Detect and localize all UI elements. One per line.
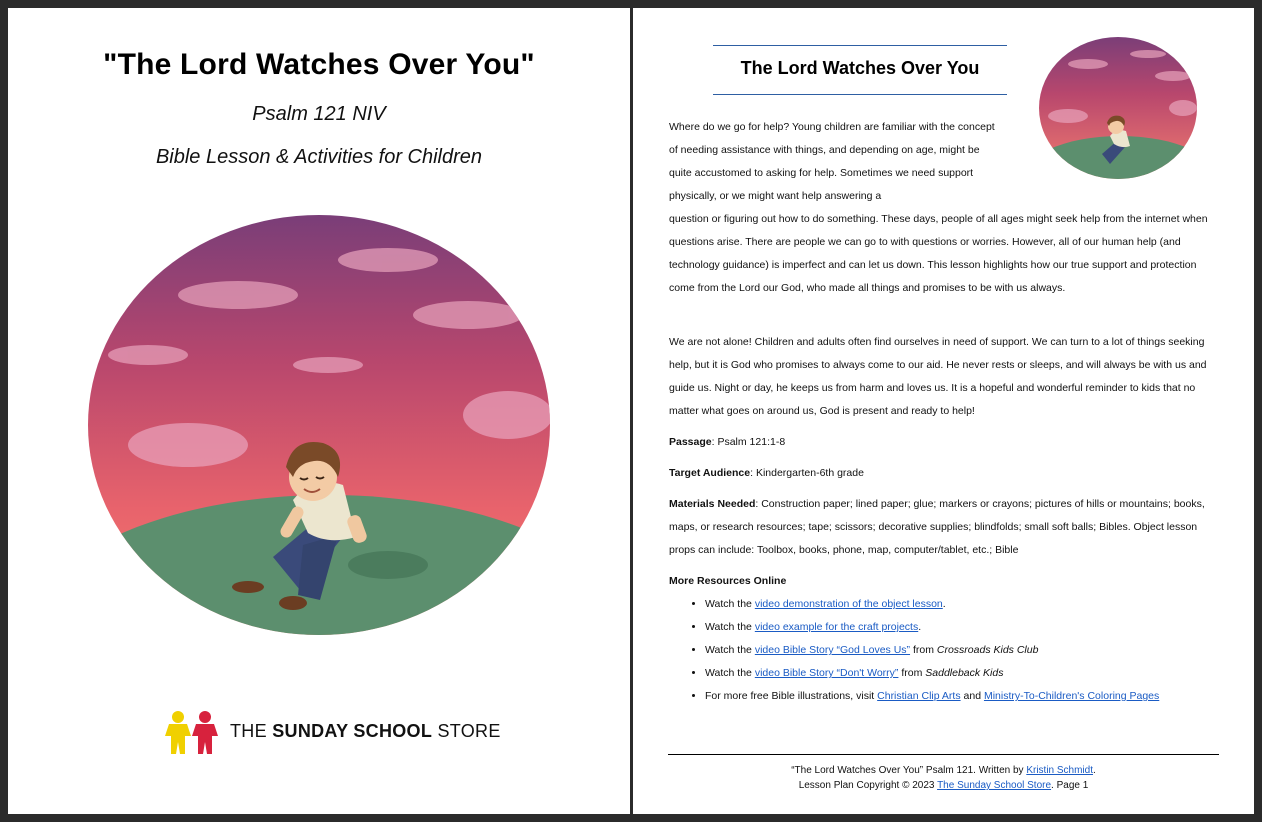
cover-title: "The Lord Watches Over You"	[103, 48, 535, 81]
intro-paragraph-part1: Where do we go for help? Young children are familiar with the concept of needing assistance with things, and depending on age, might be quite accustomed to asking for help. Sometimes we need support physically, or we might want help answering a	[669, 121, 995, 202]
boy-under-sky-illustration	[88, 215, 550, 635]
list-item	[705, 616, 1245, 639]
god-loves-us-video-link[interactable]: video Bible Story “God Loves Us”	[754, 644, 911, 656]
lesson-page	[633, 8, 1254, 814]
resource-text: Watch the	[705, 644, 755, 656]
resource-text: .	[942, 598, 946, 610]
logo-bold: SUNDAY SCHOOL	[272, 721, 433, 741]
resource-text: Watch the	[705, 598, 755, 610]
coloring-pages-link[interactable]: Ministry-To-Children's Coloring Pages	[983, 690, 1160, 702]
resources-list	[685, 593, 1245, 708]
title-rule-bottom	[713, 94, 1007, 95]
resource-text: Watch the	[705, 667, 755, 679]
audience-label: Target Audience	[669, 467, 751, 479]
list-item	[705, 685, 1245, 708]
cover-subtitle: Bible Lesson & Activities for Children	[155, 146, 483, 168]
logo-suffix: STORE	[437, 721, 501, 741]
object-lesson-video-link[interactable]: video demonstration of the object lesson	[754, 598, 943, 610]
resource-text: from	[910, 644, 937, 656]
author-link[interactable]: Kristin Schmidt	[1026, 765, 1093, 776]
support-paragraph: We are not alone! Children and adults often find ourselves in need of support. We can turn to a lot of things seeking help, but it is God who promises to always come to our aid. He never rests or sleeps, and will always be with us and guide us. Night or day, he keeps us from harm and loves us. It is a hopeful and wonderful reminder to kids that no matter what goes on around us, God is present and ready to help!	[669, 336, 1207, 417]
resource-text: .	[918, 621, 922, 633]
sunday-school-store-logo	[161, 710, 225, 756]
christian-clip-arts-link[interactable]: Christian Clip Arts	[877, 690, 961, 702]
resource-text: from	[898, 667, 926, 679]
craft-video-link[interactable]: video example for the craft projects	[754, 621, 919, 633]
list-item	[705, 593, 1245, 616]
list-item	[705, 639, 1245, 662]
list-item	[705, 662, 1245, 685]
title-rule-top	[713, 45, 1007, 46]
resource-source: Crossroads Kids Club	[936, 644, 1039, 656]
footer-text: .	[1093, 765, 1096, 776]
footer-text: “The Lord Watches Over You” Psalm 121. Written by	[791, 765, 1027, 776]
audience-value: : Kindergarten-6th grade	[750, 467, 864, 479]
materials-line	[669, 493, 1219, 562]
dont-worry-video-link[interactable]: video Bible Story “Don't Worry”	[754, 667, 899, 679]
footer-credit	[668, 765, 1219, 776]
lesson-title: The Lord Watches Over You	[740, 58, 980, 78]
store-link[interactable]: The Sunday School Store	[937, 780, 1052, 791]
resources-heading-line	[669, 570, 1219, 593]
footer-text: . Page 1	[1051, 780, 1089, 791]
cover-scripture: Psalm 121 NIV	[252, 103, 386, 125]
footer-copyright	[668, 780, 1219, 791]
logo-prefix: THE	[230, 721, 267, 741]
passage-line	[669, 431, 1219, 454]
passage-value: : Psalm 121:1-8	[711, 436, 786, 448]
audience-line	[669, 462, 1219, 485]
materials-label: Materials Needed	[669, 498, 756, 510]
resource-text: For more free Bible illustrations, visit	[705, 690, 878, 702]
resource-source: Saddleback Kids	[925, 667, 1004, 679]
footer-rule	[668, 754, 1219, 755]
passage-label: Passage	[669, 436, 712, 448]
lesson-thumbnail-illustration	[1038, 36, 1198, 181]
footer-text: Lesson Plan Copyright © 2023	[798, 780, 938, 791]
intro-paragraph-part2: question or figuring out how to do something. These days, people of all ages might seek help from the internet when questions arise. There are people we can go to with questions or worries. However, all of our human help (and technology guidance) is imperfect and can let us down. This lesson highlights how our true support and protection come from the Lord our God, who made all things and promises to be with us always.	[669, 213, 1208, 294]
cover-page	[8, 8, 630, 814]
resource-text: and	[960, 690, 984, 702]
resource-text: Watch the	[705, 621, 755, 633]
logo-wordmark	[230, 721, 501, 742]
resources-heading: More Resources Online	[669, 575, 787, 587]
materials-value: : Construction paper; lined paper; glue; markers or crayons; pictures of hills or mountains; books, maps, or research resources; tape; scissors; decorative supplies; blindfolds; small soft balls; Bibles. Object lesson props can include: Toolbox, books, phone, map, computer/tablet, etc.; Bible	[669, 498, 1205, 556]
